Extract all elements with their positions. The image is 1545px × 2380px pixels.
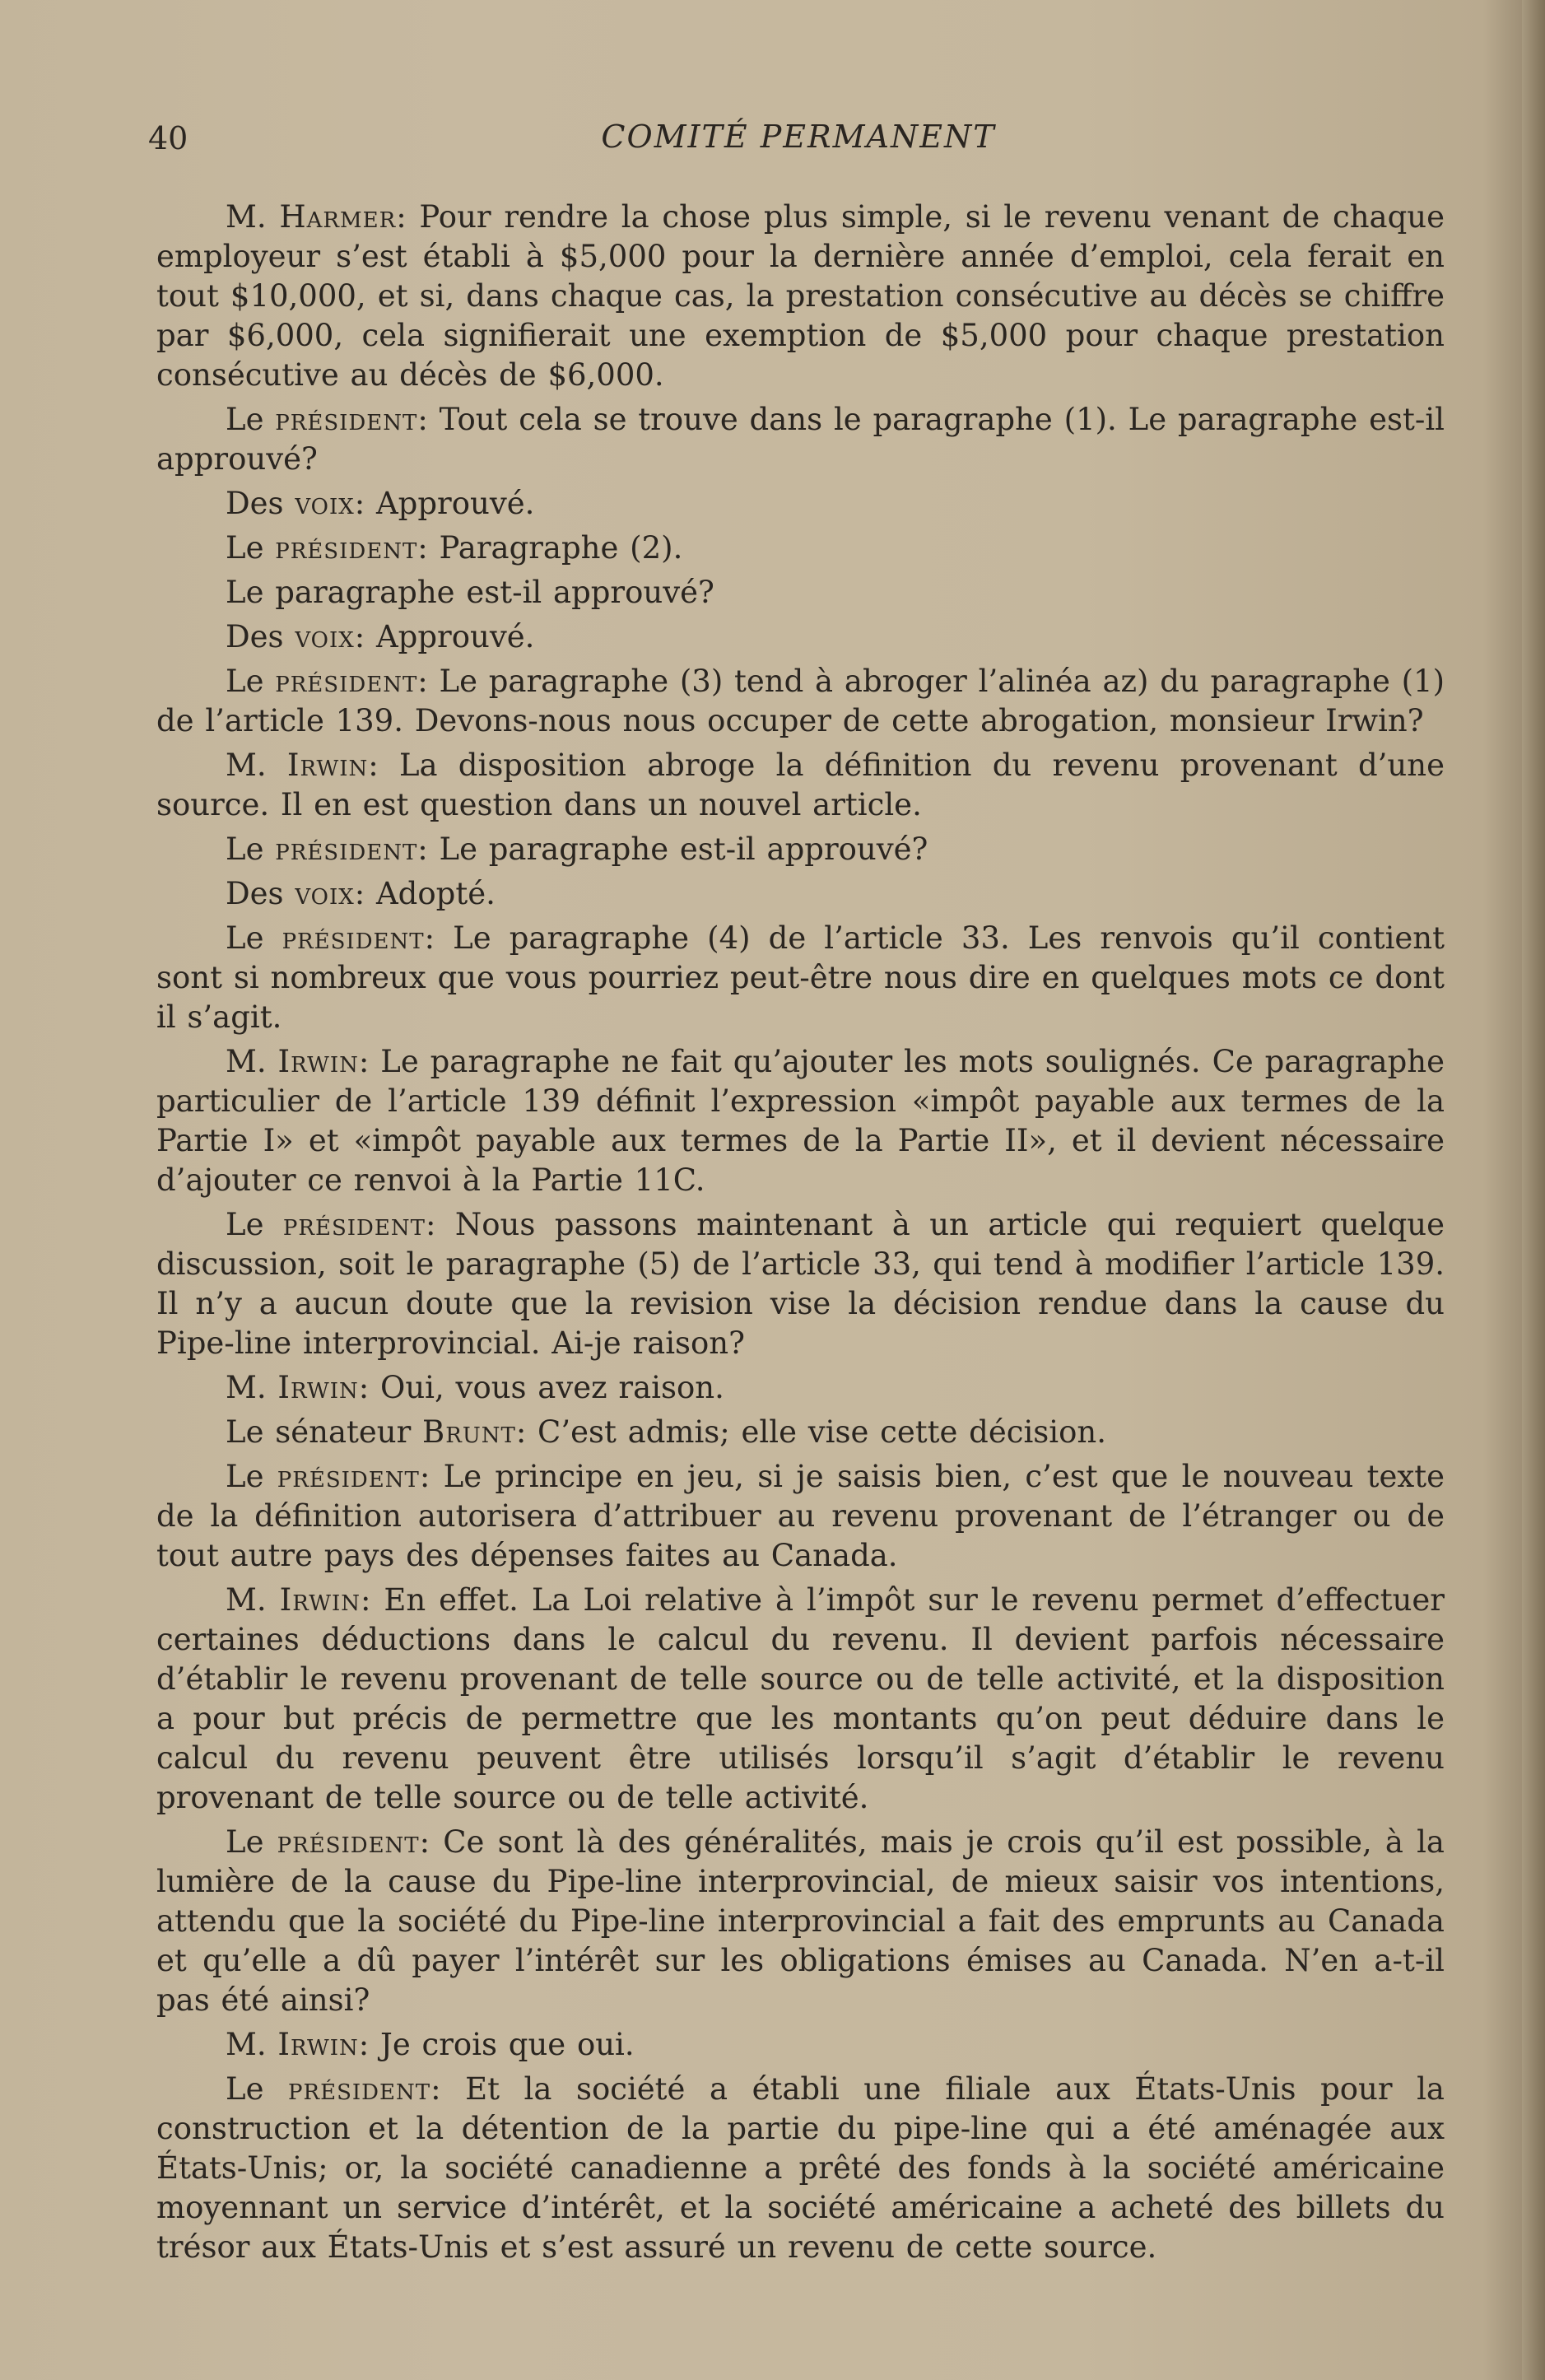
transcript-paragraph	[156, 1823, 1445, 2020]
speaker-name: voix	[295, 486, 355, 521]
transcript-paragraph	[156, 529, 1445, 568]
speaker-prefix: M.	[226, 1370, 278, 1405]
speech-text: : Tout cela se trouve dans le paragraphe (1). Le paragraphe est-il approuvé?	[156, 402, 1445, 477]
speaker-name: président	[275, 831, 418, 867]
speaker-name: Irwin	[277, 1370, 359, 1405]
speaker-prefix: M.	[226, 748, 287, 783]
running-head: COMITÉ PERMANENT	[601, 119, 996, 155]
transcript-paragraph	[156, 746, 1445, 825]
speaker-prefix: Des	[226, 619, 296, 654]
transcript-paragraph	[156, 1042, 1445, 1200]
transcript-paragraph	[156, 830, 1445, 869]
speaker-prefix: Le	[226, 831, 276, 867]
speech-text: : Nous passons maintenant à un article qui requiert quelque discussion, soit le paragraphe (5) de l’article 33, qui tend à modifier l’article 139. Il n’y a aucun doute que la revision vise la décision rendue dans la cause du Pipe-line interprovincial. Ai-je raison?	[156, 1207, 1445, 1361]
speaker-prefix: M.	[226, 2027, 278, 2062]
speaker-name: Irwin	[277, 2027, 359, 2062]
speech-text: : La disposition abroge la définition du revenu provenant d’une source. Il en est question dans un nouvel article.	[156, 748, 1445, 822]
transcript-paragraph	[156, 874, 1445, 914]
speaker-prefix: Le	[226, 1824, 277, 1860]
transcript-paragraph	[156, 573, 1445, 612]
speech-text: : Paragraphe (2).	[417, 530, 683, 566]
page-header	[148, 115, 1449, 165]
speech-text: : Le paragraphe (4) de l’article 33. Les renvois qu’il contient sont si nombreux que vous pourriez peut-être nous dire en quelques mots ce dont il s’agit.	[156, 920, 1445, 1035]
speech-text: : Le paragraphe (3) tend à abroger l’alinéa az) du paragraphe (1) de l’article 139. Devons-nous nous occuper de cette abrogation, monsieur Irwin?	[156, 664, 1445, 738]
speaker-name: président	[277, 1459, 420, 1494]
speaker-prefix: Le	[226, 1207, 283, 1242]
speaker-name: Brunt	[422, 1414, 516, 1450]
speaker-prefix: Le	[226, 2071, 289, 2107]
speech-text: : Approuvé.	[354, 619, 535, 654]
speech-text: : Et la société a établi une filiale aux États-Unis pour la construction et la détention de la partie du pipe-line qui a été aménagée aux États-Unis; or, la société canadienne a prêté des fonds à la société américaine moyennant un service d’intérêt, et la société américaine a acheté des billets du trésor aux États-Unis et s’est assuré un revenu de cette source.	[156, 2071, 1445, 2265]
speaker-name: Irwin	[286, 748, 369, 783]
speaker-name: voix	[295, 876, 355, 911]
transcript-paragraph	[156, 1205, 1445, 1363]
transcript-paragraph	[156, 2070, 1445, 2267]
speaker-name: Harmer	[279, 199, 397, 235]
speaker-name: Irwin	[277, 1044, 359, 1079]
speech-text: : Oui, vous avez raison.	[358, 1370, 724, 1405]
speaker-prefix: Le	[226, 1459, 277, 1494]
speaker-prefix: Le	[226, 920, 282, 956]
transcript-paragraph	[156, 484, 1445, 524]
speaker-name: président	[282, 920, 425, 956]
speech-text: : Le paragraphe est-il approuvé?	[417, 831, 928, 867]
speech-text: : Ce sont là des généralités, mais je crois qu’il est possible, à la lumière de la cause du Pipe-line interprovincial, de mieux saisir vos intentions, attendu que la société du Pipe-line interprovincial a fait des emprunts au Canada et qu’elle a dû payer l’intérêt sur les obligations émises au Canada. N’en a-t-il pas été ainsi?	[156, 1824, 1445, 2018]
speaker-prefix: M.	[226, 199, 280, 235]
transcript-paragraph	[156, 400, 1445, 479]
transcript-paragraph	[156, 2025, 1445, 2065]
transcript-paragraph	[156, 1581, 1445, 1818]
transcript-paragraph	[156, 1457, 1445, 1576]
transcript-paragraph	[156, 1413, 1445, 1452]
speaker-name: président	[275, 664, 418, 699]
speech-text: : Le principe en jeu, si je saisis bien, c’est que le nouveau texte de la définition autorisera d’attribuer au revenu provenant de l’étranger ou de tout autre pays des dépenses faites au Canada.	[156, 1459, 1445, 1573]
transcript-paragraph	[156, 919, 1445, 1037]
speech-text: : Adopté.	[354, 876, 496, 911]
transcript-paragraph	[156, 662, 1445, 741]
page-edge-shadow	[1522, 0, 1545, 2380]
speech-text: : Le paragraphe ne fait qu’ajouter les mots soulignés. Ce paragraphe particulier de l’article 139 définit l’expression «impôt payable aux termes de la Partie I» et «impôt payable aux termes de la Partie II», et il devient nécessaire d’ajouter ce renvoi à la Partie 11C.	[156, 1044, 1445, 1198]
speech-text: : Pour rendre la chose plus simple, si le revenu venant de chaque employeur s’est établi à $5,000 pour la dernière année d’emploi, cela ferait en tout $10,000, et si, dans chaque cas, la prestation consécutive au décès se chiffre par $6,000, cela signifierait une exemption de $5,000 pour chaque prestation consécutive au décès de $6,000.	[156, 199, 1445, 393]
speaker-prefix: Des	[226, 876, 296, 911]
speaker-name: président	[282, 1207, 426, 1242]
speech-text: : En effet. La Loi relative à l’impôt sur le revenu permet d’effectuer certaines déductions dans le calcul du revenu. Il devient parfois nécessaire d’établir le revenu provenant de telle source ou de telle activité, et la disposition a pour but précis de permettre que les montants qu’on peut déduire dans le calcul du revenu peuvent être utilisés lorsqu’il s’agit d’établir le revenu provenant de telle source ou de telle activité.	[156, 1582, 1445, 1815]
transcript-paragraph	[156, 1368, 1445, 1408]
speaker-name: voix	[295, 619, 355, 654]
speech-text: : C’est admis; elle vise cette décision.	[515, 1414, 1106, 1450]
transcript-paragraph	[156, 617, 1445, 657]
speaker-prefix: M.	[226, 1582, 280, 1618]
speech-text: : Je crois que oui.	[358, 2027, 635, 2062]
page-number: 40	[148, 120, 188, 156]
speaker-prefix: M.	[226, 1044, 278, 1079]
speech-text: Le paragraphe est-il approuvé?	[226, 575, 714, 610]
speaker-name: président	[288, 2071, 431, 2107]
speaker-name: président	[277, 1824, 420, 1860]
speaker-prefix: Le sénateur	[226, 1414, 423, 1450]
speaker-name: président	[275, 402, 418, 437]
speaker-prefix: Le	[226, 530, 276, 566]
speaker-prefix: Le	[226, 402, 276, 437]
speaker-prefix: Des	[226, 486, 296, 521]
transcript-paragraph	[156, 198, 1445, 395]
speaker-name: Irwin	[279, 1582, 361, 1618]
speech-text: : Approuvé.	[354, 486, 535, 521]
speaker-name: président	[275, 530, 418, 566]
speaker-prefix: Le	[226, 664, 276, 699]
transcript-body	[156, 198, 1445, 2272]
